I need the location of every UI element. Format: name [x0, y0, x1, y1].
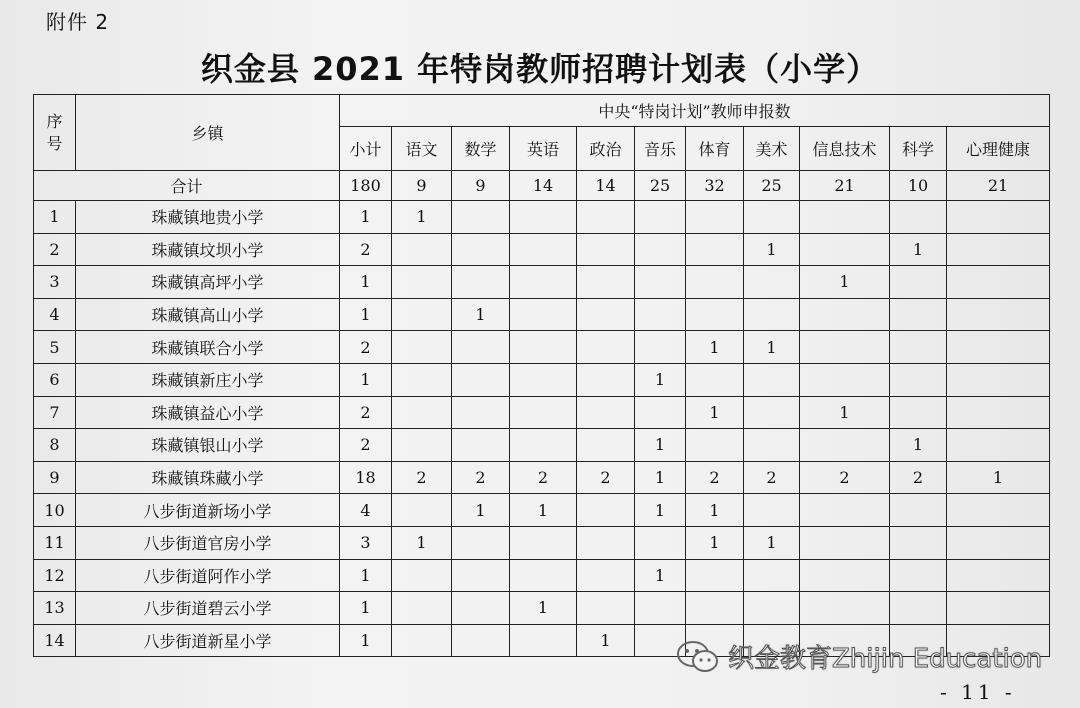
subject-header: 语文	[392, 127, 452, 171]
count-cell	[452, 266, 510, 299]
count-cell: 2	[686, 461, 744, 494]
table-row	[34, 266, 1050, 299]
count-cell	[890, 331, 947, 364]
count-cell	[890, 526, 947, 559]
seq-header	[34, 95, 76, 171]
count-cell: 2	[340, 429, 392, 462]
count-cell	[686, 592, 744, 625]
count-cell	[452, 396, 510, 429]
wechat-chat-bubble-icon	[676, 640, 720, 674]
count-cell	[947, 266, 1050, 299]
total-cell: 21	[947, 171, 1050, 201]
count-cell	[890, 494, 947, 527]
school-cell: 珠藏镇珠藏小学	[76, 461, 340, 494]
count-cell	[744, 494, 800, 527]
count-cell: 1	[686, 526, 744, 559]
subject-header: 数学	[452, 127, 510, 171]
count-cell: 2	[744, 461, 800, 494]
table-row	[34, 559, 1050, 592]
subject-header: 心理健康	[947, 127, 1050, 171]
seq-cell: 5	[34, 331, 76, 364]
count-cell: 1	[392, 526, 452, 559]
subject-header: 科学	[890, 127, 947, 171]
count-cell	[947, 592, 1050, 625]
count-cell	[744, 363, 800, 396]
count-cell	[635, 592, 686, 625]
count-cell: 2	[800, 461, 890, 494]
count-cell	[890, 559, 947, 592]
seq-cell: 8	[34, 429, 76, 462]
subject-header: 信息技术	[800, 127, 890, 171]
table-row	[34, 461, 1050, 494]
school-cell: 珠藏镇新庄小学	[76, 363, 340, 396]
count-cell	[800, 298, 890, 331]
count-cell	[800, 526, 890, 559]
table-row	[34, 526, 1050, 559]
seq-cell: 9	[34, 461, 76, 494]
count-cell	[744, 559, 800, 592]
table-row	[34, 429, 1050, 462]
count-cell: 1	[635, 429, 686, 462]
total-cell: 180	[340, 171, 392, 201]
table-row	[34, 363, 1050, 396]
count-cell: 1	[744, 233, 800, 266]
school-cell: 八步街道新场小学	[76, 494, 340, 527]
count-cell	[744, 266, 800, 299]
subject-header: 体育	[686, 127, 744, 171]
subject-header: 小计	[340, 127, 392, 171]
seq-cell: 14	[34, 624, 76, 657]
count-cell	[452, 233, 510, 266]
count-cell	[510, 331, 577, 364]
count-cell: 2	[452, 461, 510, 494]
subject-header: 英语	[510, 127, 577, 171]
total-cell: 25	[744, 171, 800, 201]
page-number: - 11 -	[940, 680, 1016, 704]
count-cell	[947, 233, 1050, 266]
count-cell	[577, 298, 635, 331]
town-header: 乡镇	[76, 95, 340, 171]
school-cell: 八步街道新星小学	[76, 624, 340, 657]
count-cell	[452, 363, 510, 396]
count-cell: 2	[340, 331, 392, 364]
count-cell	[635, 331, 686, 364]
count-cell	[947, 559, 1050, 592]
count-cell: 2	[340, 233, 392, 266]
count-cell	[744, 592, 800, 625]
count-cell	[452, 429, 510, 462]
count-cell	[577, 201, 635, 234]
count-cell	[452, 592, 510, 625]
count-cell	[510, 298, 577, 331]
seq-cell: 7	[34, 396, 76, 429]
watermark	[676, 638, 1042, 675]
table-row	[34, 396, 1050, 429]
count-cell: 1	[452, 298, 510, 331]
table-row	[34, 233, 1050, 266]
count-cell	[577, 233, 635, 266]
seq-cell: 10	[34, 494, 76, 527]
seq-header-bottom: 号	[46, 133, 63, 153]
school-cell: 八步街道碧云小学	[76, 592, 340, 625]
count-cell	[947, 201, 1050, 234]
count-cell	[510, 363, 577, 396]
school-cell: 珠藏镇地贵小学	[76, 201, 340, 234]
count-cell	[800, 559, 890, 592]
page-title: 织金县 2021 年特岗教师招聘计划表（小学）	[200, 50, 880, 88]
table-row	[34, 592, 1050, 625]
header-row-group	[34, 95, 1050, 127]
count-cell	[577, 494, 635, 527]
count-cell	[452, 201, 510, 234]
count-cell: 1	[392, 201, 452, 234]
count-cell: 2	[890, 461, 947, 494]
count-cell	[890, 266, 947, 299]
count-cell: 4	[340, 494, 392, 527]
count-cell: 1	[744, 526, 800, 559]
count-cell: 1	[635, 559, 686, 592]
count-cell: 1	[890, 233, 947, 266]
count-cell: 1	[947, 461, 1050, 494]
count-cell	[686, 201, 744, 234]
table-body	[34, 95, 1050, 657]
count-cell	[800, 233, 890, 266]
count-cell	[510, 266, 577, 299]
count-cell	[392, 298, 452, 331]
seq-cell: 1	[34, 201, 76, 234]
watermark-text: 织金教育Zhijin Education	[728, 644, 1043, 674]
subject-header: 美术	[744, 127, 800, 171]
count-cell: 1	[800, 396, 890, 429]
seq-cell: 6	[34, 363, 76, 396]
count-cell	[744, 201, 800, 234]
total-cell: 21	[800, 171, 890, 201]
school-cell: 珠藏镇坟坝小学	[76, 233, 340, 266]
total-cell: 14	[577, 171, 635, 201]
school-cell: 珠藏镇高坪小学	[76, 266, 340, 299]
count-cell	[392, 592, 452, 625]
count-cell	[577, 266, 635, 299]
count-cell	[947, 363, 1050, 396]
count-cell: 2	[340, 396, 392, 429]
count-cell: 1	[340, 298, 392, 331]
count-cell: 1	[340, 559, 392, 592]
count-cell	[452, 526, 510, 559]
count-cell: 1	[686, 494, 744, 527]
seq-cell: 12	[34, 559, 76, 592]
count-cell	[890, 201, 947, 234]
count-cell: 1	[510, 592, 577, 625]
count-cell: 1	[686, 396, 744, 429]
count-cell	[890, 592, 947, 625]
count-cell: 1	[635, 363, 686, 396]
count-cell	[635, 396, 686, 429]
count-cell	[686, 429, 744, 462]
school-cell: 珠藏镇高山小学	[76, 298, 340, 331]
total-cell: 10	[890, 171, 947, 201]
count-cell	[577, 396, 635, 429]
count-cell	[635, 526, 686, 559]
count-cell: 1	[340, 624, 392, 657]
count-cell: 1	[340, 363, 392, 396]
total-cell: 9	[392, 171, 452, 201]
count-cell	[577, 363, 635, 396]
count-cell	[452, 331, 510, 364]
count-cell	[452, 559, 510, 592]
count-cell	[392, 266, 452, 299]
total-row	[34, 171, 1050, 201]
count-cell	[510, 559, 577, 592]
count-cell	[392, 331, 452, 364]
attachment-label: 附件 2	[46, 10, 110, 34]
count-cell	[947, 298, 1050, 331]
count-cell: 1	[340, 201, 392, 234]
count-cell	[947, 396, 1050, 429]
count-cell	[392, 429, 452, 462]
count-cell	[452, 624, 510, 657]
count-cell	[510, 201, 577, 234]
total-cell: 32	[686, 171, 744, 201]
count-cell	[800, 201, 890, 234]
count-cell	[635, 201, 686, 234]
count-cell: 2	[392, 461, 452, 494]
count-cell	[744, 298, 800, 331]
count-cell: 1	[686, 331, 744, 364]
count-cell	[800, 592, 890, 625]
count-cell: 1	[510, 494, 577, 527]
count-cell	[392, 396, 452, 429]
count-cell: 1	[635, 494, 686, 527]
count-cell	[577, 429, 635, 462]
count-cell	[510, 233, 577, 266]
count-cell	[800, 363, 890, 396]
seq-cell: 11	[34, 526, 76, 559]
count-cell	[800, 331, 890, 364]
count-cell	[800, 429, 890, 462]
count-cell	[510, 429, 577, 462]
count-cell: 18	[340, 461, 392, 494]
count-cell	[890, 298, 947, 331]
count-cell	[510, 396, 577, 429]
total-cell: 14	[510, 171, 577, 201]
table-row	[34, 201, 1050, 234]
table-row	[34, 331, 1050, 364]
count-cell	[744, 429, 800, 462]
count-cell	[890, 396, 947, 429]
count-cell	[392, 559, 452, 592]
count-cell	[947, 526, 1050, 559]
recruitment-plan-table	[33, 94, 1050, 657]
total-cell: 25	[635, 171, 686, 201]
count-cell	[890, 363, 947, 396]
school-cell: 珠藏镇银山小学	[76, 429, 340, 462]
group-header: 中央“特岗计划”教师申报数	[340, 95, 1050, 127]
count-cell	[577, 559, 635, 592]
count-cell: 1	[744, 331, 800, 364]
school-cell: 八步街道阿作小学	[76, 559, 340, 592]
table-row	[34, 494, 1050, 527]
total-cell: 9	[452, 171, 510, 201]
school-cell: 珠藏镇联合小学	[76, 331, 340, 364]
count-cell: 1	[340, 266, 392, 299]
count-cell	[392, 494, 452, 527]
school-cell: 珠藏镇益心小学	[76, 396, 340, 429]
count-cell: 1	[800, 266, 890, 299]
count-cell	[392, 624, 452, 657]
count-cell	[510, 526, 577, 559]
count-cell	[947, 494, 1050, 527]
subject-header: 音乐	[635, 127, 686, 171]
count-cell	[686, 363, 744, 396]
count-cell	[577, 526, 635, 559]
count-cell	[510, 624, 577, 657]
subject-header: 政治	[577, 127, 635, 171]
seq-cell: 4	[34, 298, 76, 331]
count-cell	[686, 266, 744, 299]
count-cell: 1	[340, 592, 392, 625]
count-cell	[577, 592, 635, 625]
count-cell	[635, 266, 686, 299]
count-cell	[635, 233, 686, 266]
count-cell: 2	[577, 461, 635, 494]
seq-header-top: 序	[46, 111, 63, 131]
count-cell	[686, 298, 744, 331]
count-cell	[577, 331, 635, 364]
count-cell: 1	[635, 461, 686, 494]
count-cell: 2	[510, 461, 577, 494]
count-cell	[686, 233, 744, 266]
total-label: 合计	[34, 171, 340, 201]
count-cell	[744, 396, 800, 429]
count-cell: 1	[890, 429, 947, 462]
count-cell	[686, 559, 744, 592]
count-cell	[800, 494, 890, 527]
count-cell	[947, 429, 1050, 462]
seq-cell: 3	[34, 266, 76, 299]
count-cell: 1	[452, 494, 510, 527]
table-row	[34, 298, 1050, 331]
seq-cell: 13	[34, 592, 76, 625]
count-cell	[635, 298, 686, 331]
count-cell	[392, 363, 452, 396]
count-cell	[947, 331, 1050, 364]
count-cell	[392, 233, 452, 266]
school-cell: 八步街道官房小学	[76, 526, 340, 559]
seq-cell: 2	[34, 233, 76, 266]
count-cell: 1	[577, 624, 635, 657]
count-cell: 3	[340, 526, 392, 559]
